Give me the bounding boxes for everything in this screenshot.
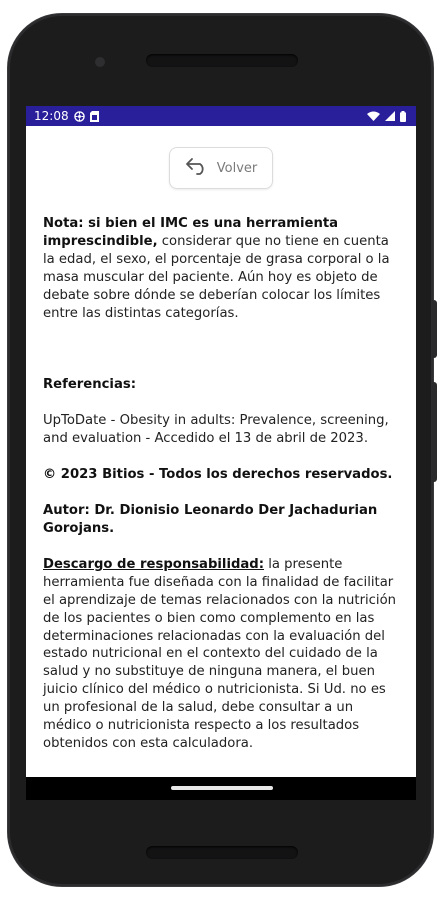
descargo-paragraph	[43, 556, 403, 753]
bottom-speaker	[146, 846, 298, 859]
status-left	[34, 109, 99, 123]
navigation-bar	[26, 777, 416, 800]
nota-bold: Nota: si bien el IMC es una herramienta imprescindible,	[43, 216, 339, 249]
wifi-icon	[367, 111, 380, 121]
back-button[interactable]	[169, 147, 273, 189]
descargo-text: la presente herramienta fue diseñada con la finalidad de facilitar el aprendizaje de temas relacionados con la nutrición de los pacientes o bien como complemento en las determinaciones relacionadas con la evaluación del estado nutricional en el contexto del cuidado de la salud y no substituye de ninguna manera, el buen juicio clínico del médico o nutricionista. Si Ud. no es un profesional de la salud, debe consultar a un médico o nutricionista respecto a los resultados obtenidos con esta calculadora.	[43, 556, 397, 751]
referencias-text: UpToDate - Obesity in adults: Prevalence, screening, and evaluation - Accedido el 13 de abril de 2023.	[43, 413, 389, 447]
power-button	[432, 300, 437, 358]
back-arrow-icon	[185, 157, 209, 179]
battery-icon	[400, 111, 406, 122]
info-content	[43, 215, 403, 753]
app-screen	[26, 106, 416, 800]
nota-text: considerar que no tiene en cuenta la edad, el sexo, el porcentaje de grasa corporal o la masa muscular del paciente. Aún hoy es objeto de debate sobre dónde se deberían colocar los límites entre las distintas categorías.	[43, 233, 390, 321]
status-time: 12:08	[34, 109, 69, 123]
settings-icon	[74, 111, 85, 122]
descargo-title: Descargo de responsabilidad:	[43, 556, 265, 572]
status-right	[367, 111, 406, 122]
status-bar	[26, 106, 416, 126]
signal-icon	[385, 111, 395, 121]
back-button-label: Volver	[216, 160, 258, 176]
nota-paragraph	[43, 215, 403, 322]
front-camera	[95, 57, 105, 67]
referencias-title: Referencias:	[43, 377, 136, 393]
volume-button	[432, 382, 437, 482]
home-gesture-handle[interactable]	[171, 786, 273, 790]
earpiece-speaker	[146, 54, 298, 67]
autor-text: Autor: Dr. Dionisio Leonardo Der Jachadurian Gorojans.	[43, 503, 378, 536]
sim-card-icon	[90, 111, 99, 122]
copyright-text: © 2023 Bitios - Todos los derechos reservados.	[43, 467, 393, 483]
